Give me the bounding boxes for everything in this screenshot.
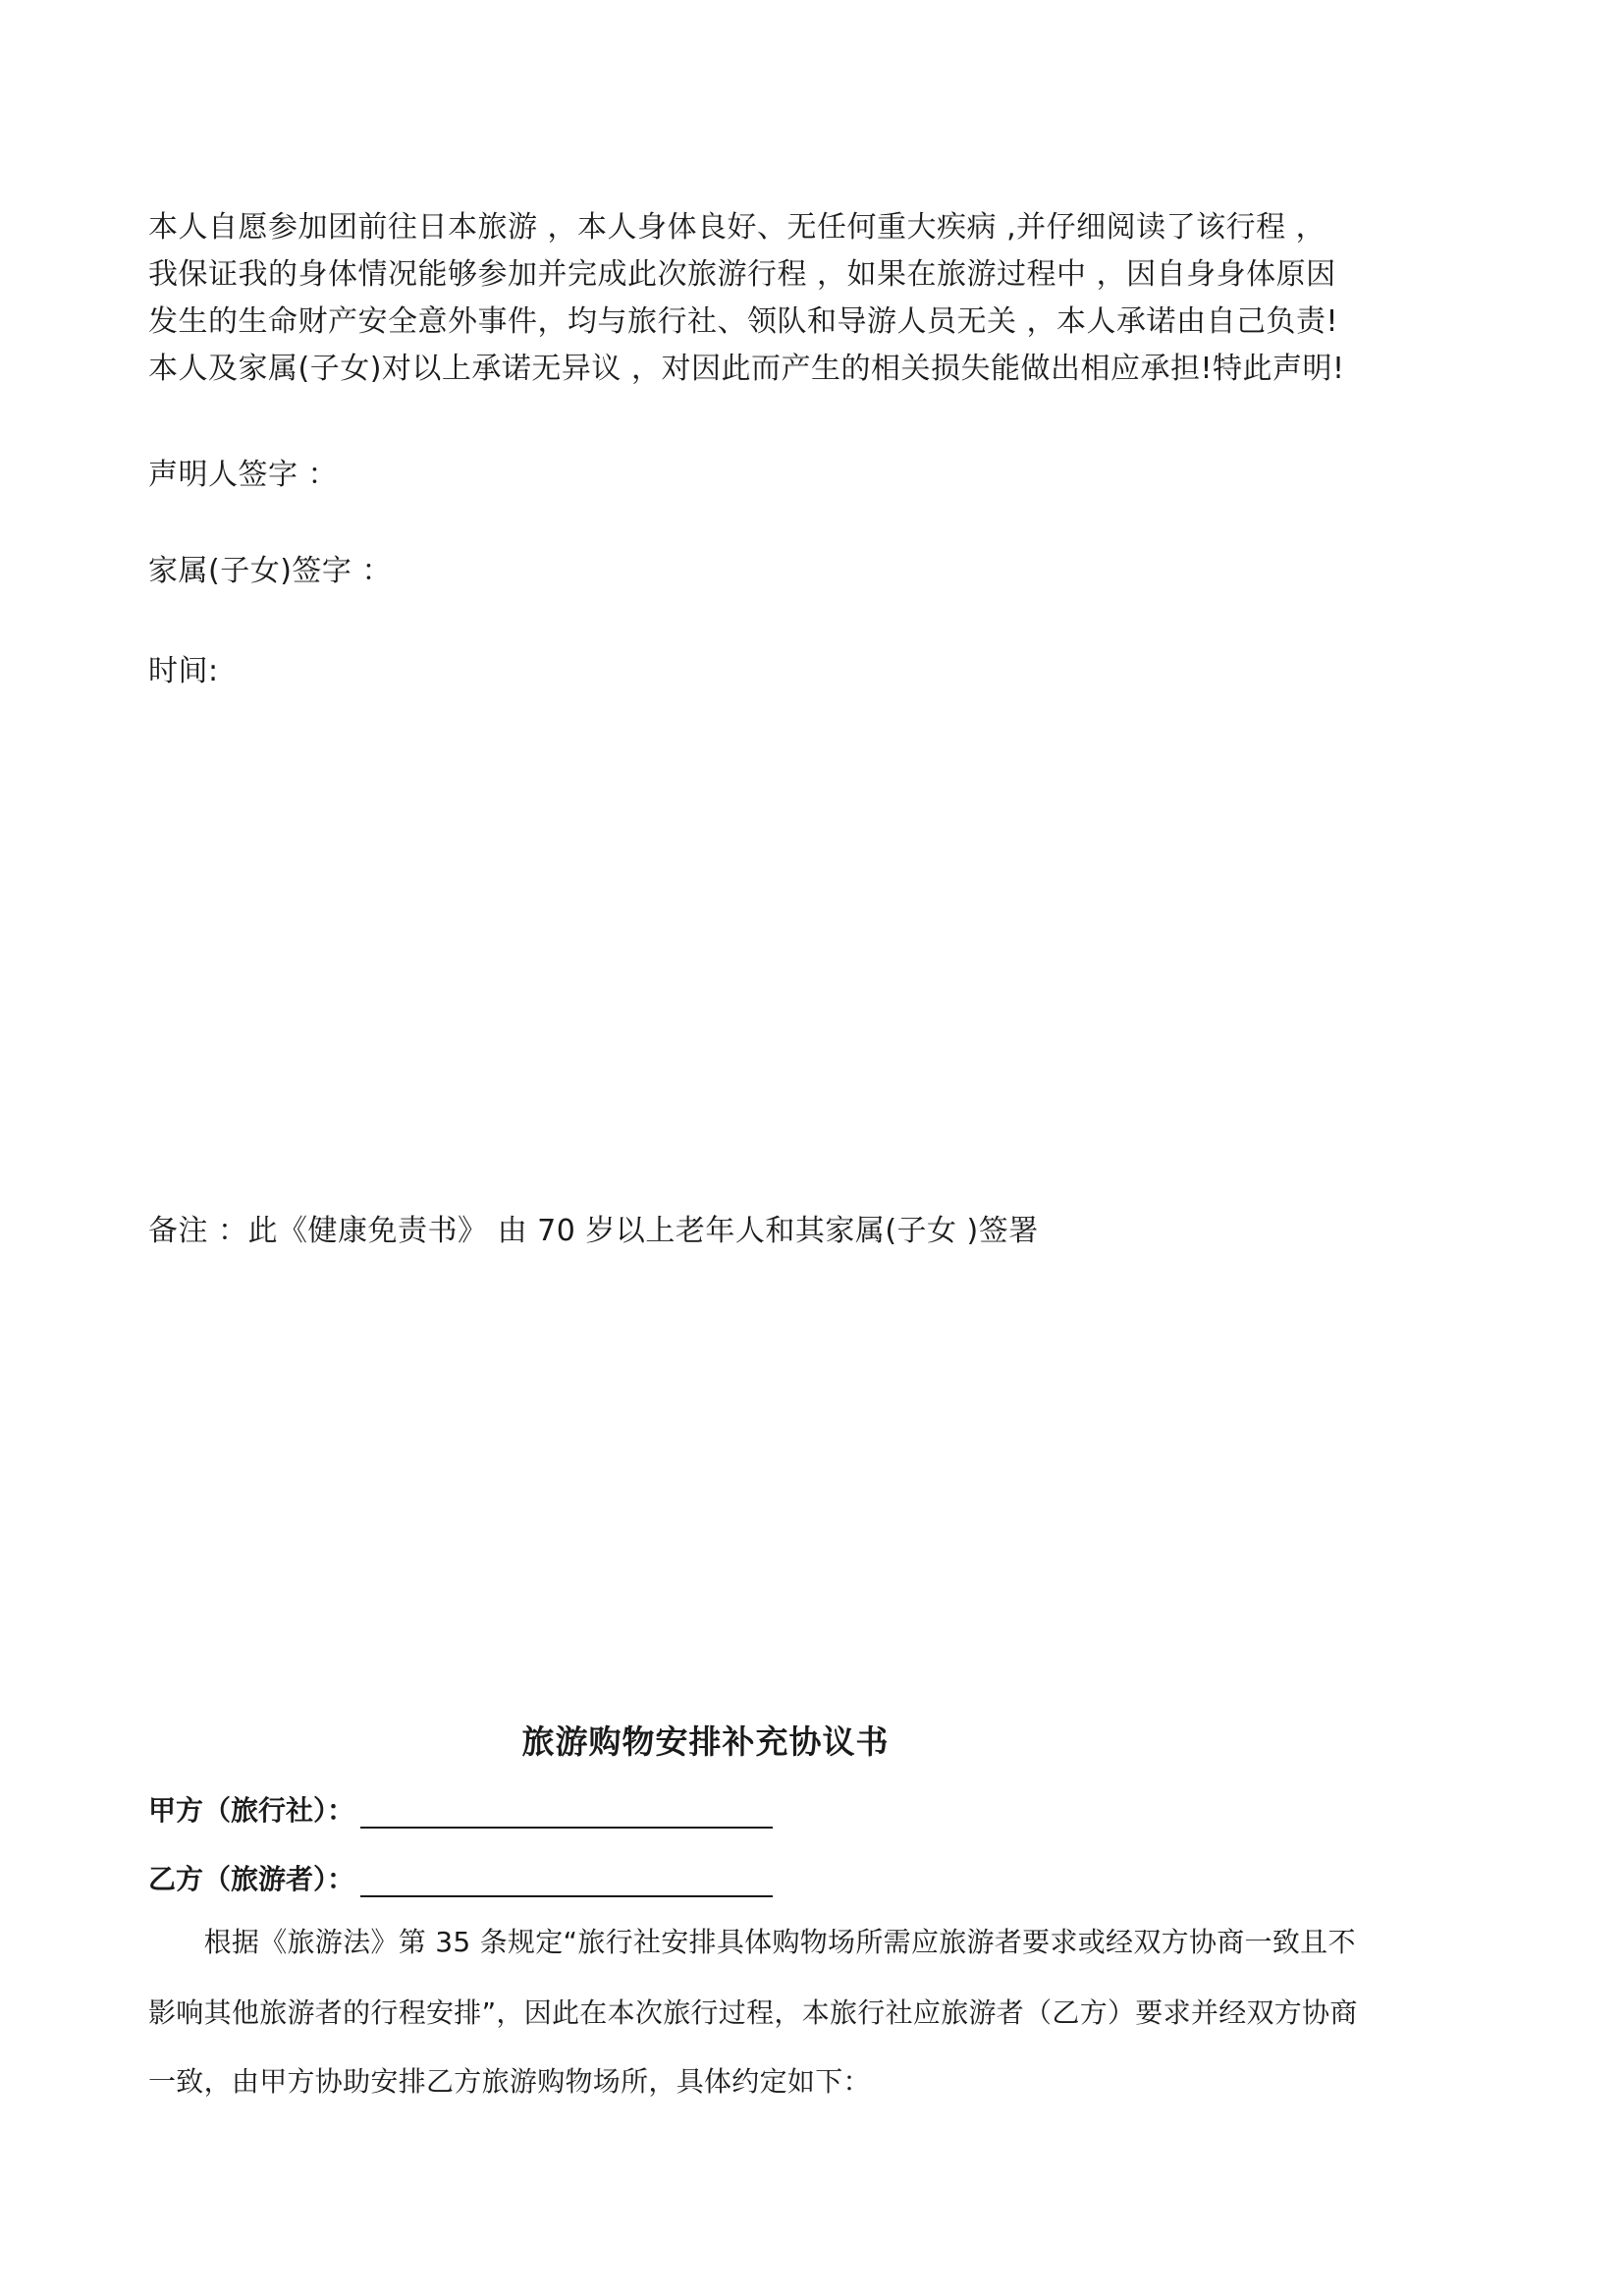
- party-a-label: 甲方（旅行社）：: [148, 1794, 355, 1827]
- declaration-line-4: 本人及家属(子女)对以上承诺无异议 ，对因此而产生的相关损失能做出相应承担!特此声明!: [148, 352, 1345, 386]
- family-signature-label: 家属(子女)签字 ：: [148, 554, 392, 588]
- party-b-label: 乙方（旅游者）：: [148, 1863, 355, 1895]
- time-label: 时间:: [148, 654, 219, 688]
- agreement-paragraph-line-2: 影响其他旅游者的行程安排”，因此在本次旅行过程，本旅行社应旅游者（乙方）要求并经双方协商: [148, 1996, 1358, 2029]
- agreement-title: 旅游购物安排补充协议书: [521, 1722, 890, 1761]
- party-a-blank-line: [360, 1797, 773, 1829]
- party-b-row: [148, 1858, 773, 1897]
- declaration-line-1: 本人自愿参加团前往日本旅游 ，本人身体良好、无任何重大疾病 ,并仔细阅读了该行程 ，: [148, 210, 1326, 245]
- party-b-blank-line: [360, 1866, 773, 1897]
- party-a-row: [148, 1789, 773, 1829]
- declarant-signature-label: 声明人签字 ：: [148, 458, 339, 492]
- remark-note: 备注 ：此《健康免责书》 由 70 岁以上老年人和其家属(子女 )签署: [148, 1214, 1039, 1248]
- agreement-paragraph-line-3: 一致，由甲方协助安排乙方旅游购物场所，具体约定如下：: [148, 2065, 871, 2098]
- declaration-line-3: 发生的生命财产安全意外事件，均与旅行社、领队和导游人员无关 ，本人承诺由自己负责!: [148, 304, 1339, 339]
- declaration-line-2: 我保证我的身体情况能够参加并完成此次旅游行程 ，如果在旅游过程中 ，因自身身体原因: [148, 257, 1336, 292]
- agreement-paragraph-line-1: 根据《旅游法》第 35 条规定“旅行社安排具体购物场所需应旅游者要求或经双方协商一致且不: [148, 1926, 1356, 1958]
